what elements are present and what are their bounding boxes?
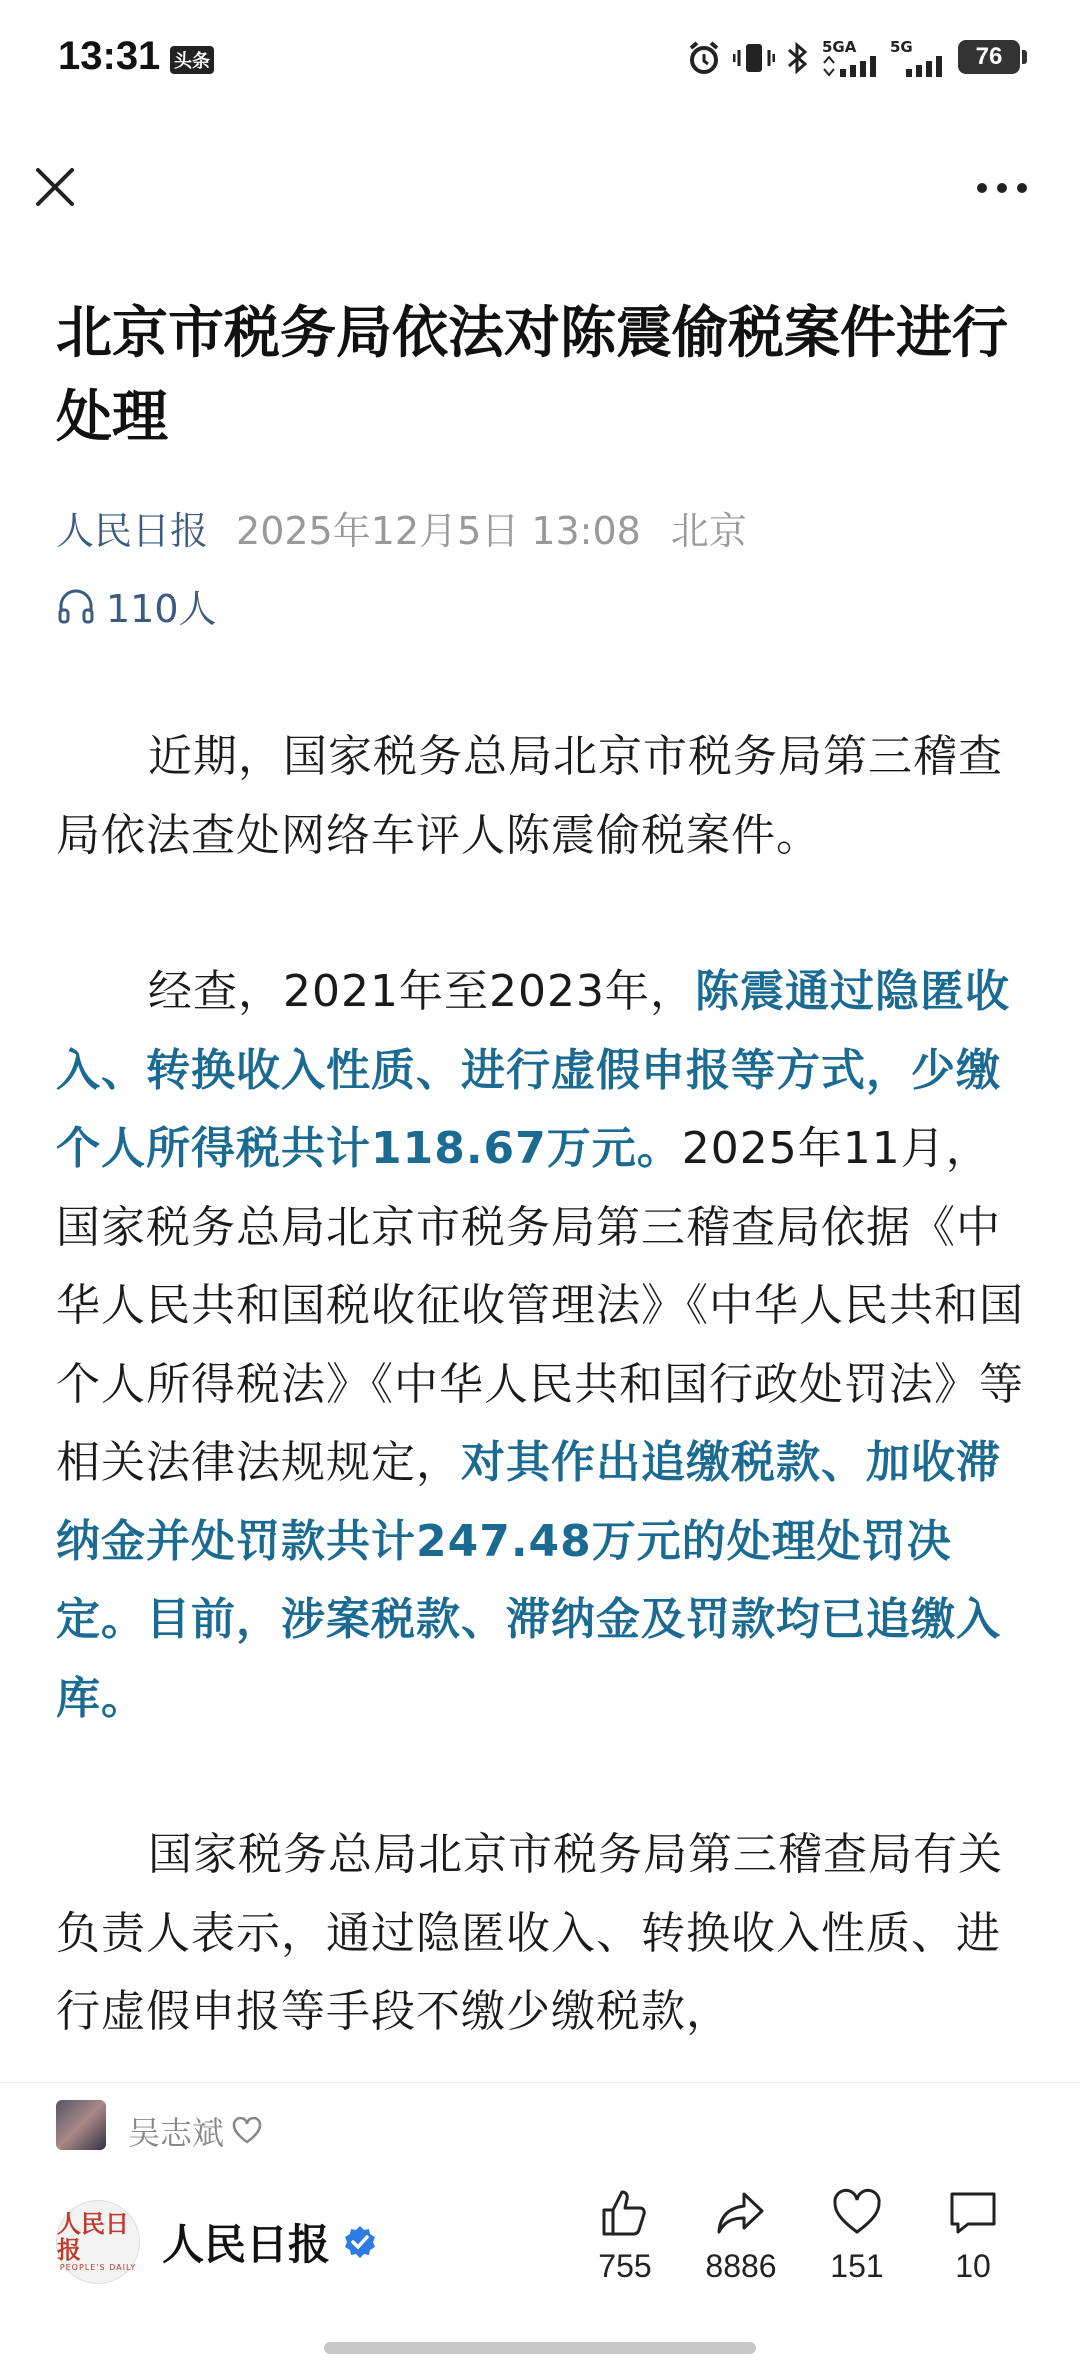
logo-subtext: PEOPLE'S DAILY	[59, 2263, 137, 2272]
vibrate-icon	[732, 36, 776, 80]
thumbs-up-icon	[598, 2186, 652, 2240]
publisher-label: 人民日报	[162, 2220, 331, 2269]
share-count: 8886	[705, 2248, 777, 2284]
article-source[interactable]: 人民日报	[56, 509, 209, 553]
alarm-icon	[684, 36, 724, 80]
user-avatar[interactable]	[56, 2100, 106, 2150]
logo-text: 人民日报	[57, 2209, 129, 2264]
favorite-count: 151	[830, 2248, 884, 2284]
battery-indicator: 76	[958, 40, 1020, 74]
listen-count: 110人	[106, 587, 217, 631]
recommender[interactable]	[128, 2108, 262, 2154]
paragraph-3: 国家税务总局北京市税务局第三稽查局有关负责人表示，通过隐匿收入、转换收入性质、进行虚假申报等手段不缴少缴税款，	[56, 1829, 1003, 2037]
p2-text-a: 经查，2021年至2023年，	[148, 966, 695, 1017]
share-button[interactable]	[686, 2186, 796, 2285]
article-datetime: 2025年12月5日 13:08	[236, 509, 641, 553]
close-icon	[30, 162, 80, 212]
comment-icon	[946, 2186, 1000, 2240]
net2-label: 5G	[890, 38, 913, 56]
p2-text-c: 2025年11月，国家税务总局北京市税务局第三稽查局依据《中华人民共和国税收征收管理法》《中华人民共和国个人所得税法》《中华人民共和国行政处罚法》等相关法律法规规定，	[56, 1123, 1024, 1488]
net1-label: 5GA	[822, 38, 857, 56]
like-button[interactable]	[570, 2186, 680, 2285]
listen-button[interactable]	[56, 578, 217, 633]
signal-5g-icon	[890, 36, 950, 80]
signal-5ga-icon	[822, 36, 884, 80]
publisher-logo[interactable]	[56, 2200, 140, 2284]
p2-highlight-1: 陈震通过隐匿收入、转换收入性质、进行虚假申报等方式，少缴个人所得税共计118.67万元。	[56, 966, 1010, 1174]
status-time: 13:31	[58, 34, 161, 78]
heart-outline-icon	[232, 2117, 262, 2145]
favorite-button[interactable]	[802, 2186, 912, 2285]
more-icon	[972, 168, 1032, 208]
close-button[interactable]	[30, 162, 80, 212]
article-body	[56, 718, 1026, 2052]
paragraph-2	[56, 953, 1026, 1738]
user-name: 吴志斌	[128, 2114, 225, 2152]
heart-icon	[830, 2186, 884, 2240]
home-indicator[interactable]	[324, 2342, 756, 2354]
comment-count: 10	[955, 2248, 991, 2284]
bluetooth-icon	[782, 36, 814, 80]
p2-highlight-2: 对其作出追缴税款、加收滞纳金并处罚款共计247.48万元的处理处罚决定。目前，涉案税款、滞纳金及罚款均已追缴入库。	[56, 1437, 1001, 1724]
paragraph-1: 近期，国家税务总局北京市税务局第三稽查局依法查处网络车评人陈震偷税案件。	[56, 731, 1003, 861]
share-icon	[714, 2186, 768, 2240]
app-badge: 头条	[170, 46, 214, 74]
more-options-button[interactable]	[972, 168, 1032, 208]
like-count: 755	[598, 2248, 652, 2284]
comment-button[interactable]	[918, 2186, 1028, 2285]
headphones-icon	[56, 586, 96, 626]
publisher-name[interactable]	[162, 2212, 378, 2272]
verified-icon	[342, 2224, 378, 2260]
article-meta	[56, 500, 747, 555]
article-title: 北京市税务局依法对陈震偷税案件进行处理	[56, 301, 1008, 450]
article-location: 北京	[670, 509, 747, 553]
